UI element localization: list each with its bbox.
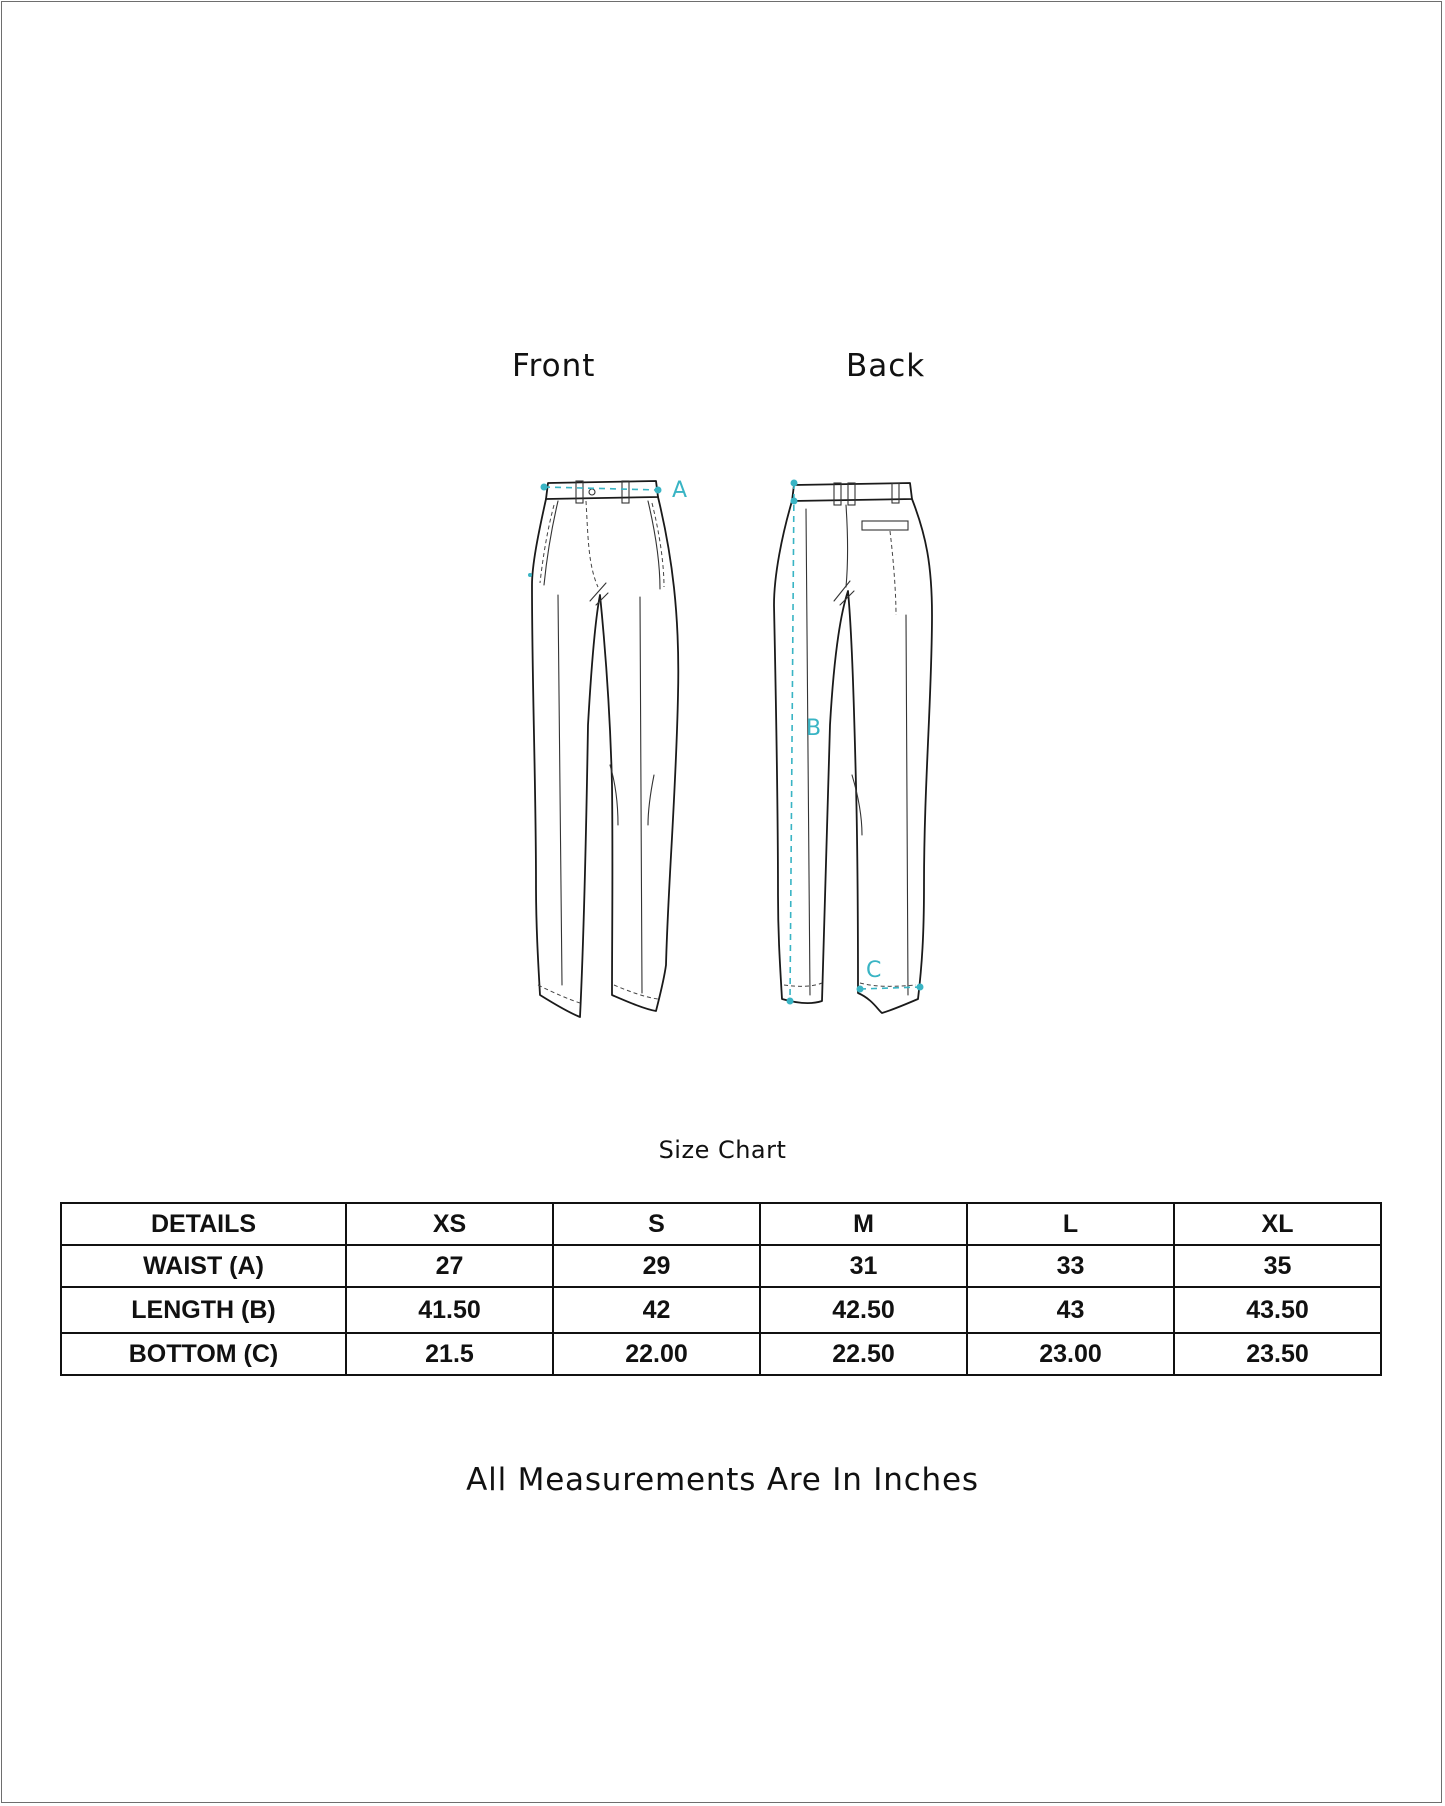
- front-view-label: Front: [512, 348, 596, 384]
- table-cell: 42.50: [760, 1287, 967, 1333]
- back-view-label: Back: [846, 348, 926, 384]
- table-cell: LENGTH (B): [61, 1287, 346, 1333]
- table-row-bottom: [61, 1333, 1381, 1375]
- pants-back-illustration: [768, 465, 948, 1025]
- table-cell: 31: [760, 1245, 967, 1287]
- table-header-cell: L: [967, 1203, 1174, 1245]
- table-cell: 42: [553, 1287, 760, 1333]
- table-cell: 35: [1174, 1245, 1381, 1287]
- table-cell: 43: [967, 1287, 1174, 1333]
- pants-front-illustration: [518, 465, 698, 1025]
- table-cell: 33: [967, 1245, 1174, 1287]
- table-cell: 29: [553, 1245, 760, 1287]
- table-header-row: [61, 1203, 1381, 1245]
- table-cell: 22.00: [553, 1333, 760, 1375]
- size-chart-title: Size Chart: [658, 1136, 787, 1164]
- page-frame: [1, 1, 1442, 1803]
- table-row-waist: [61, 1245, 1381, 1287]
- marker-a-label: A: [672, 478, 688, 503]
- table-cell: 21.5: [346, 1333, 553, 1375]
- marker-c-label: C: [866, 958, 882, 983]
- table-header-cell: XS: [346, 1203, 553, 1245]
- marker-b-label: B: [806, 716, 822, 741]
- table-cell: 41.50: [346, 1287, 553, 1333]
- table-cell: 23.50: [1174, 1333, 1381, 1375]
- table-row-length: [61, 1287, 1381, 1333]
- table-header-cell: S: [553, 1203, 760, 1245]
- table-header-cell: M: [760, 1203, 967, 1245]
- table-cell: 43.50: [1174, 1287, 1381, 1333]
- measurement-unit-note: All Measurements Are In Inches: [466, 1462, 979, 1498]
- size-chart-table: [60, 1202, 1382, 1376]
- table-cell: 23.00: [967, 1333, 1174, 1375]
- table-cell: BOTTOM (C): [61, 1333, 346, 1375]
- table-cell: WAIST (A): [61, 1245, 346, 1287]
- table-header-cell: DETAILS: [61, 1203, 346, 1245]
- table-cell: 27: [346, 1245, 553, 1287]
- table-header-cell: XL: [1174, 1203, 1381, 1245]
- table-cell: 22.50: [760, 1333, 967, 1375]
